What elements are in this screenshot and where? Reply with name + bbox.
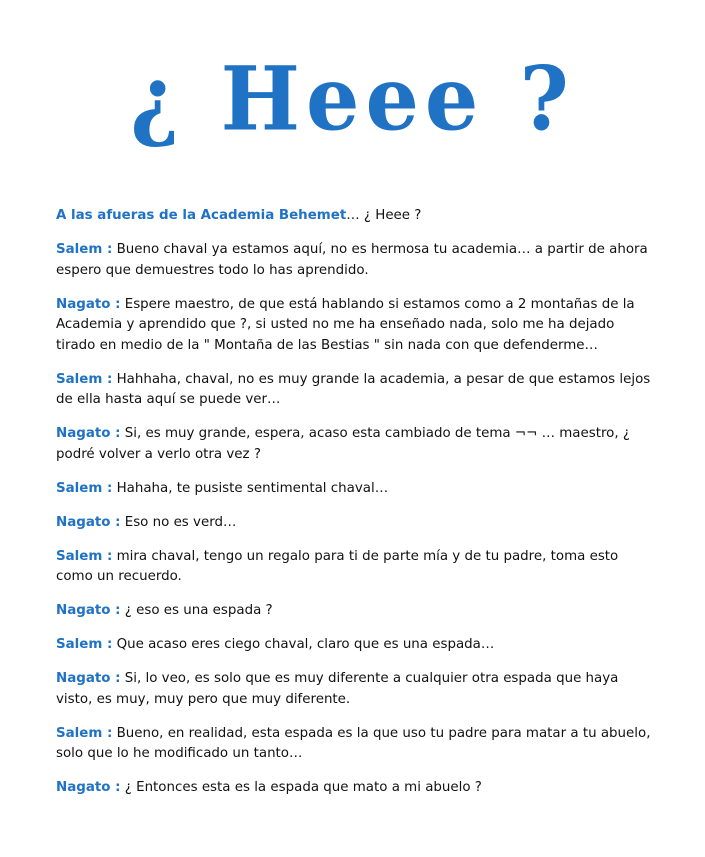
dialogue-text: Hahhaha, chaval, no es muy grande la academia, a pesar de que estamos lejos de ella hasta aquí se puede ver… [56,371,651,407]
dialogue-line [56,479,656,500]
dialogue-line [56,669,656,710]
dialogue-line [56,724,656,765]
dialogue-text: mira chaval, tengo un regalo para ti de parte mía y de tu padre, toma esto como un recuerdo. [56,548,619,584]
speaker-name: Salem : [56,725,113,741]
speaker-name: Nagato : [56,671,121,686]
dialogue-line [56,240,656,281]
speaker-name: Nagato : [56,296,121,312]
dialogue-line [56,778,656,799]
speaker-name: Salem : [56,242,113,257]
scene-line [56,206,656,227]
document-body [56,206,656,812]
dialogue-text: ¿ eso es una espada ? [120,603,273,618]
dialogue-line [56,547,656,588]
speaker-name: Nagato : [56,780,121,795]
dialogue-line [56,295,656,357]
speaker-name: Nagato : [56,426,121,441]
dialogue-line [56,601,656,622]
dialogue-line [56,635,656,656]
dialogue-text: ¿ Entonces esta es la espada que mato a mi abuelo ? [120,780,482,795]
dialogue-text: Espere maestro, de que está hablando si estamos como a 2 montañas de la Academia y aprendido que ?, si usted no me ha enseñado nada, solo me ha dejado tirado en medio de la " Montaña de las Bestias " sin nada con que defenderme… [56,296,635,353]
scene-label: A las afueras de la Academia Behemet [56,208,347,223]
dialogue-text: Bueno chaval ya estamos aquí, no es hermosa tu academia… a partir de ahora espero que demuestres todo lo has aprendido. [56,242,648,278]
dialogue-text: Eso no es verd… [120,514,237,530]
scene-rest: … ¿ Heee ? [346,208,422,223]
dialogue-text: Que acaso eres ciego chaval, claro que es una espada… [112,637,495,652]
page-title: ¿ Heee ? [130,46,575,151]
dialogue-line [56,513,656,534]
speaker-name: Salem : [56,480,113,496]
dialogue-text: Si, lo veo, es solo que es muy diferente a cualquier otra espada que haya visto, es muy, muy pero que muy diferente. [56,671,619,707]
dialogue-line [56,424,656,465]
speaker-name: Salem : [56,371,113,387]
dialogue-text: Bueno, en realidad, esta espada es la que uso tu padre para matar a tu abuelo, solo que lo he modificado un tanto… [56,725,651,761]
dialogue-text: Hahaha, te pusiste sentimental chaval… [112,480,389,496]
speaker-name: Salem : [56,548,113,564]
dialogue-text: Si, es muy grande, espera, acaso esta cambiado de tema ¬¬ … maestro, ¿ podré volver a verlo otra vez ? [56,426,630,462]
speaker-name: Nagato : [56,514,121,530]
speaker-name: Salem : [56,637,113,652]
dialogue-line [56,370,656,411]
speaker-name: Nagato : [56,603,121,618]
